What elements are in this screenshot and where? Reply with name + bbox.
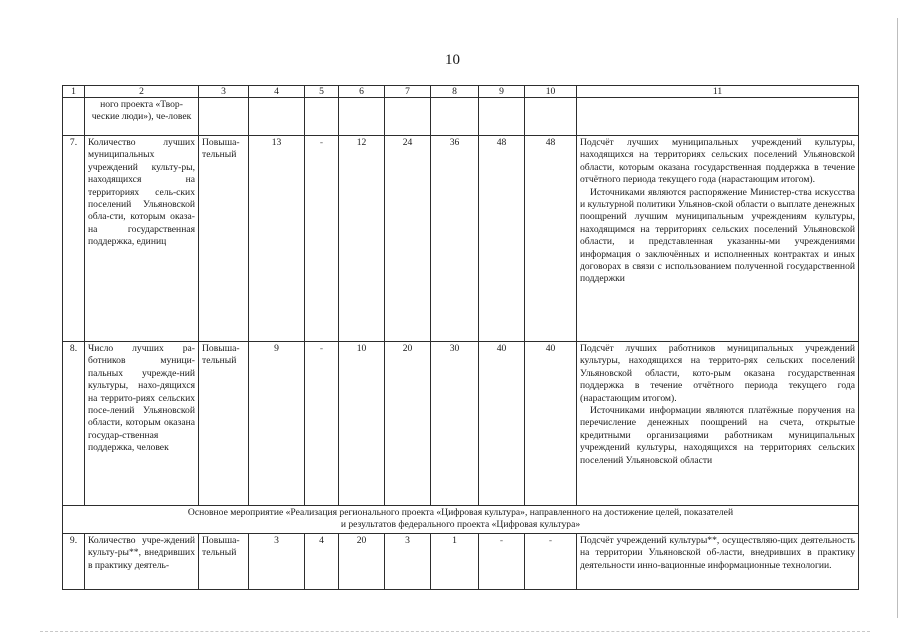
row-number: 9.	[63, 533, 85, 589]
description-cell	[577, 98, 859, 136]
description-paragraph: Подсчёт лучших муниципальных учреждений культуры, находящихся на территориях сельских поселений Ульяновской области, которым оказана государственная поддержка в течение отчётного периода текущего года (нарастающим итогом).	[580, 137, 855, 186]
header-cell: 6	[339, 86, 385, 98]
value-cell	[249, 98, 305, 136]
value-cell: 20	[339, 533, 385, 589]
row-number	[63, 98, 85, 136]
header-cell: 10	[525, 86, 577, 98]
value-cell: 40	[525, 342, 577, 506]
page-edge-right	[897, 18, 898, 618]
header-cell: 4	[249, 86, 305, 98]
value-cell: 20	[385, 342, 431, 506]
header-cell: 1	[63, 86, 85, 98]
section-row	[63, 506, 859, 534]
header-cell: 2	[85, 86, 199, 98]
value-cell: -	[479, 533, 525, 589]
header-cell: 3	[199, 86, 249, 98]
value-cell: 30	[431, 342, 479, 506]
header-cell: 5	[305, 86, 339, 98]
value-cell: 12	[339, 136, 385, 342]
indicator-name: Количество учре-ждений культу-ры**, внедривших в практику деятель-	[85, 533, 199, 589]
value-cell: 48	[525, 136, 577, 342]
description-paragraph: Подсчёт лучших работников муниципальных учреждений культуры, находящихся на террито-рях сельских поселений Ульяновской области, кото-рым оказана государственная поддержка в течение отчётного периода текущего года (нарастающим итогом).	[580, 343, 855, 404]
value-cell: 10	[339, 342, 385, 506]
indicator-type: Повыша-тельный	[199, 342, 249, 506]
value-cell	[339, 98, 385, 136]
description-paragraph: Источниками информации являются платёжные поручения на перечисление денежных поощрений на счета, открытые кредитными организациями работникам муниципальных учреждений культуры, находящихся на территориях сельских поселений Ульяновской области	[580, 405, 855, 466]
page-number: 10	[445, 52, 460, 68]
value-cell: 24	[385, 136, 431, 342]
table-row	[63, 98, 859, 136]
indicator-type: Повыша-тельный	[199, 136, 249, 342]
indicator-table	[62, 85, 859, 590]
value-cell: 40	[479, 342, 525, 506]
table-row	[63, 342, 859, 506]
value-cell: 48	[479, 136, 525, 342]
description-cell	[577, 533, 859, 589]
row-number: 8.	[63, 342, 85, 506]
value-cell	[525, 98, 577, 136]
section-heading-line: Основное мероприятие «Реализация регионального проекта «Цифровая культура», направленного на достижение целей, показателей	[187, 507, 734, 518]
header-cell: 11	[577, 86, 859, 98]
value-cell: 9	[249, 342, 305, 506]
value-cell: -	[305, 136, 339, 342]
page-edge-bottom	[40, 631, 870, 632]
table-row	[63, 136, 859, 342]
value-cell: 36	[431, 136, 479, 342]
description-paragraph: Подсчёт учреждений культуры**, осуществляю-щих деятельность на территории Ульяновской об-ласти, внедривших в практику деятельности инно-вационные информационные технологии.	[580, 534, 855, 571]
indicator-type: Повыша-тельный	[199, 533, 249, 589]
value-cell: 3	[249, 533, 305, 589]
value-cell	[431, 98, 479, 136]
value-cell	[305, 98, 339, 136]
header-cell: 9	[479, 86, 525, 98]
indicator-type	[199, 98, 249, 136]
value-cell: 1	[431, 533, 479, 589]
indicator-name: Количество лучших муниципальных учреждений культу-ры, находящихся на территориях сель-ских поселений Ульяновской обла-сти, которым оказа-на государственная поддержка, единиц	[85, 136, 199, 342]
value-cell	[479, 98, 525, 136]
description-cell	[577, 136, 859, 342]
header-row	[63, 86, 859, 98]
value-cell: 4	[305, 533, 339, 589]
value-cell: 3	[385, 533, 431, 589]
section-heading-line: и результатов федерального проекта «Цифровая культура»	[340, 519, 581, 531]
description-paragraph: Источниками являются распоряжение Министер-ства искусства и культурной политики Ульянов-ской области о выплате денежных поощрений лучшим муниципальным учреждениям культуры, находящимся на территориях сельских поселений Ульяновской области, и представленная указанны-ми учреждениями информация о заключённых и исполненных контрактах и иных договорах в связи с использованием полученной государственной поддержки	[580, 186, 855, 285]
indicator-name: Число лучших ра-ботников муници-пальных учрежде-ний культуры, нахо-дящихся на террито-риях сельских посе-лений Ульяновской области, которым оказана государ-ственная поддержка, человек	[85, 342, 199, 506]
value-cell	[385, 98, 431, 136]
indicator-name: ного проекта «Твор-ческие люди»), че-ловек	[85, 98, 199, 136]
value-cell: -	[305, 342, 339, 506]
header-cell: 8	[431, 86, 479, 98]
header-cell: 7	[385, 86, 431, 98]
section-heading	[63, 506, 859, 534]
value-cell: 13	[249, 136, 305, 342]
value-cell: -	[525, 533, 577, 589]
table-row	[63, 533, 859, 589]
row-number: 7.	[63, 136, 85, 342]
description-cell	[577, 342, 859, 506]
